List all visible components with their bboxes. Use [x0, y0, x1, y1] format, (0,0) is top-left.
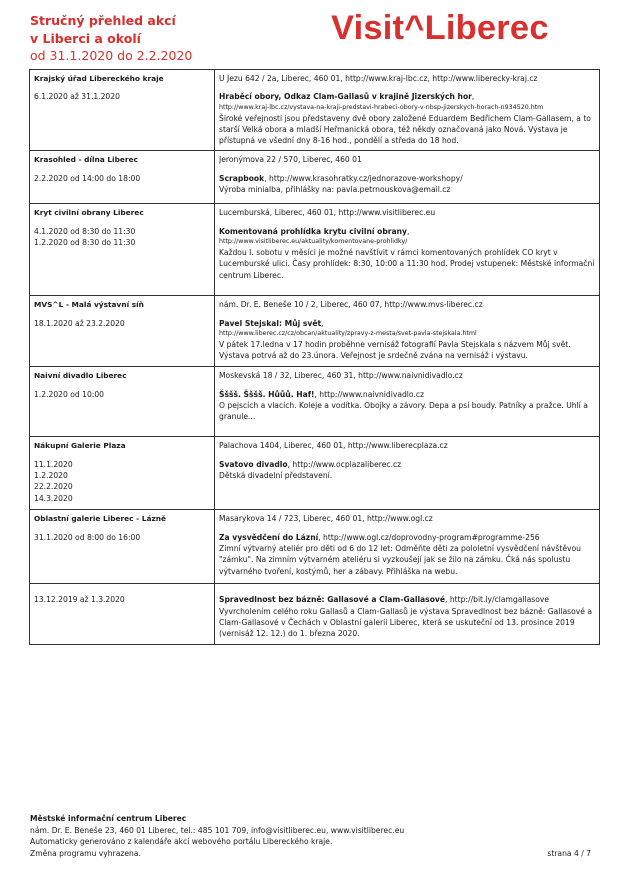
event-date: 13.12.2019 až 1.3.2020	[34, 595, 125, 605]
title-line-3: od 31.1.2020 do 2.2.2020	[30, 48, 193, 63]
event-venue-cell	[30, 151, 215, 204]
event-venue-cell	[30, 584, 215, 644]
event-venue-cell	[30, 367, 215, 437]
document-title	[30, 12, 192, 65]
title-line-2: v Liberci a okolí	[30, 30, 141, 46]
event-address: nám. Dr. E. Beneše 10 / 2, Liberec, 460 07, http://www.mvs-liberec.cz	[219, 300, 483, 310]
event-date: 6.1.2020 až 31.1.2020	[34, 92, 120, 102]
event-date: 1.2.2020	[34, 471, 68, 481]
event-date: 2.2.2020 od 14:00 do 18:00	[34, 173, 141, 183]
event-title: Šššš. Šššš. Hůůů. Haf!	[219, 389, 315, 399]
event-organizer: MVS^L - Malá výstavní síň	[34, 300, 144, 310]
event-date: 18.1.2020 až 23.2.2020	[34, 318, 125, 328]
event-date: 4.1.2020 od 8:30 do 11:30	[34, 226, 136, 236]
event-venue-cell	[30, 510, 215, 584]
event-organizer: Kryt civilní obrany Liberec	[34, 208, 144, 218]
footer-generated-note: Automaticky generováno z kalendáře akcí webového portálu Libereckého kraje.	[30, 837, 333, 846]
events-table	[29, 69, 600, 645]
footer	[30, 813, 404, 859]
event-row	[30, 510, 600, 584]
event-link[interactable]: ,	[471, 92, 475, 102]
event-url[interactable]: http://www.liberec.cz/cz/obcan/aktuality/zpravy-z-mesta/svet-pavla-stejskala.html	[219, 330, 477, 338]
event-organizer: Krajský úřad Libereckého kraje	[34, 74, 164, 83]
event-link[interactable]: , http://www.krasohratky.cz/jednorazove-workshopy/	[264, 173, 463, 183]
event-venue-cell	[30, 70, 215, 151]
event-detail-cell	[215, 151, 600, 204]
event-date: 22.2.2020	[34, 482, 73, 492]
page-number: strana 4 / 7	[547, 849, 591, 858]
event-description: Dětská divadelní představení.	[219, 471, 333, 481]
event-row	[30, 296, 600, 367]
event-detail-cell	[215, 437, 600, 510]
event-description: V pátek 17.ledna v 17 hodin proběhne vernisáž fotografií Pavla Stejskala s názvem Můj svět. Výstava potrvá až do 23.února. Veřejnost je srdečně zvána na vernisáž i výstavu.	[219, 340, 571, 361]
event-url[interactable]: http://www.kraj-lbc.cz/vystava-na-kraji-predstavi-hrabeci-obory-v-nbsp-jizerskych-horach-n934520.htm	[219, 103, 544, 111]
event-row	[30, 204, 600, 296]
event-address: Jeronýmova 22 / 570, Liberec, 460 01	[219, 155, 362, 165]
event-detail-cell	[215, 510, 600, 584]
event-title: Pavel Stejskal: Můj svět	[219, 318, 322, 328]
event-address: Palachova 1404, Liberec, 460 01, http://www.liberecplaza.cz	[219, 441, 448, 451]
event-venue-cell	[30, 296, 215, 367]
footer-org: Městské informační centrum Liberec	[30, 814, 187, 823]
footer-disclaimer: Změna programu vyhrazena.	[30, 848, 141, 858]
event-address: Masarykova 14 / 723, Liberec, 460 01, http://www.ogl.cz	[219, 514, 433, 524]
footer-contact: nám. Dr. E. Beneše 23, 460 01 Liberec, tel.: 485 101 709, info@visitliberec.eu, www.visitliberec.eu	[30, 825, 405, 835]
event-organizer: Nákupní Galerie Plaza	[34, 441, 126, 451]
event-address: Lucemburská, Liberec, 460 01, http://www.visitliberec.eu	[219, 208, 436, 218]
event-link[interactable]: , http://www.ogl.cz/doprovodny-program#programme-256	[318, 532, 540, 542]
event-description: Vyvrcholením celého roku Gallasů a Clam-Gallasů je výstava Spravedlnost bez bázně: Gallasové a Clam-Gallasové v Čechách v Oblastní galerii Liberec, která se uskuteční od 13. prosince 2019 (vernisáž 12. 12.) do 1. března 2020.	[219, 606, 593, 639]
event-venue-cell	[30, 204, 215, 296]
event-title: Komentovaná prohlídka krytu civilní obrany	[219, 226, 408, 236]
event-address: U Jezu 642 / 2a, Liberec, 460 01, http://www.kraj-lbc.cz, http://www.liberecky-kraj.cz	[219, 74, 538, 83]
event-link[interactable]: , http://www.naivnidivadlo.cz	[314, 389, 424, 399]
event-title: Scrapbook	[219, 173, 265, 183]
event-detail-cell	[215, 296, 600, 367]
event-link[interactable]: ,	[407, 226, 410, 236]
event-date: 1.2.2020 od 10:00	[34, 389, 104, 399]
event-detail-cell	[215, 70, 600, 151]
event-row	[30, 367, 600, 437]
event-venue-cell	[30, 437, 215, 510]
event-row	[30, 584, 600, 644]
event-date: 1.2.2020 od 8:30 do 11:30	[34, 238, 136, 248]
event-description: Výroba minialba, přihlášky na: pavla.petrnouskova@email.cz	[219, 185, 451, 195]
event-link[interactable]: ,	[321, 318, 324, 328]
title-line-1: Stručný přehled akcí	[30, 13, 176, 28]
event-description: Zimní výtvarný ateliér pro děti od 6 do 12 let: Odměňte děti za pololetní vysvědčení návštěvou "zámku". Na zimním výtvarném ateliéru si vyzkoušejí jak se žilo na zámku. Čká nás spolustu výtvarného tvoření, kostýmů, her a zábavy. Přihláška na webu.	[219, 544, 581, 576]
event-title: Za vysvědčení do Lázní	[219, 532, 319, 542]
event-description: Každou I. sobotu v měsíci je možné navštívit v rámci komentovaných prohlídek CO kryt v Lucemburské ulici. Časy prohlídek: 8:30, 10:00 a 11:30 hod. Prodej vstupenek: Městské informační centrum Liberec.	[219, 248, 595, 280]
event-url[interactable]: http://www.visitliberec.eu/aktuality/komentovane-prohlidky/	[219, 238, 408, 246]
event-title: Spravedlnost bez bázně: Gallasové a Clam-Gallasové	[219, 595, 446, 605]
event-link[interactable]: , http://www.ocplazaliberec.cz	[287, 459, 402, 469]
event-title: Svatovo divadlo	[219, 459, 288, 469]
event-description: O pejscích a vlacích. Koleje a vodítka. Obojky a závory. Depa a psí boudy. Patníky a pražce. Uhlí a granule...	[219, 401, 588, 422]
event-description: Široké veřejnosti jsou představeny dvě obory založené Eduardem Bedřichem Clam-Gallasem, a to starší Velká obora a mladší Heřmanická obora, též někdy označovaná jako Nová. Výstava je přístupná ve všední dny 8-16 hod., pondělí a středa do 18 hod.	[219, 113, 591, 146]
event-organizer: Krasohled - dílna Liberec	[34, 155, 138, 165]
event-row	[30, 151, 600, 204]
event-date: 14.3.2020	[34, 493, 73, 503]
visit-liberec-logo: Visit^Liberec	[331, 9, 549, 47]
event-row	[30, 70, 600, 151]
event-detail-cell	[215, 584, 600, 644]
event-date: 11.1.2020	[34, 459, 73, 469]
event-organizer: Naivní divadlo Liberec	[34, 371, 127, 381]
event-link[interactable]: , http://bit.ly/clamgallasove	[445, 595, 550, 605]
event-date: 31.1.2020 od 8:00 do 16:00	[34, 532, 141, 542]
event-address: Moskevská 18 / 32, Liberec, 460 31, http://www.naivnidivadlo.cz	[219, 371, 463, 381]
event-title: Hraběcí obory, Odkaz Clam-Gallasů v krajině Jizerských hor	[219, 92, 472, 102]
event-row	[30, 437, 600, 510]
event-detail-cell	[215, 367, 600, 437]
event-detail-cell	[215, 204, 600, 296]
event-organizer: Oblastní galerie Liberec - Lázně	[34, 514, 167, 524]
